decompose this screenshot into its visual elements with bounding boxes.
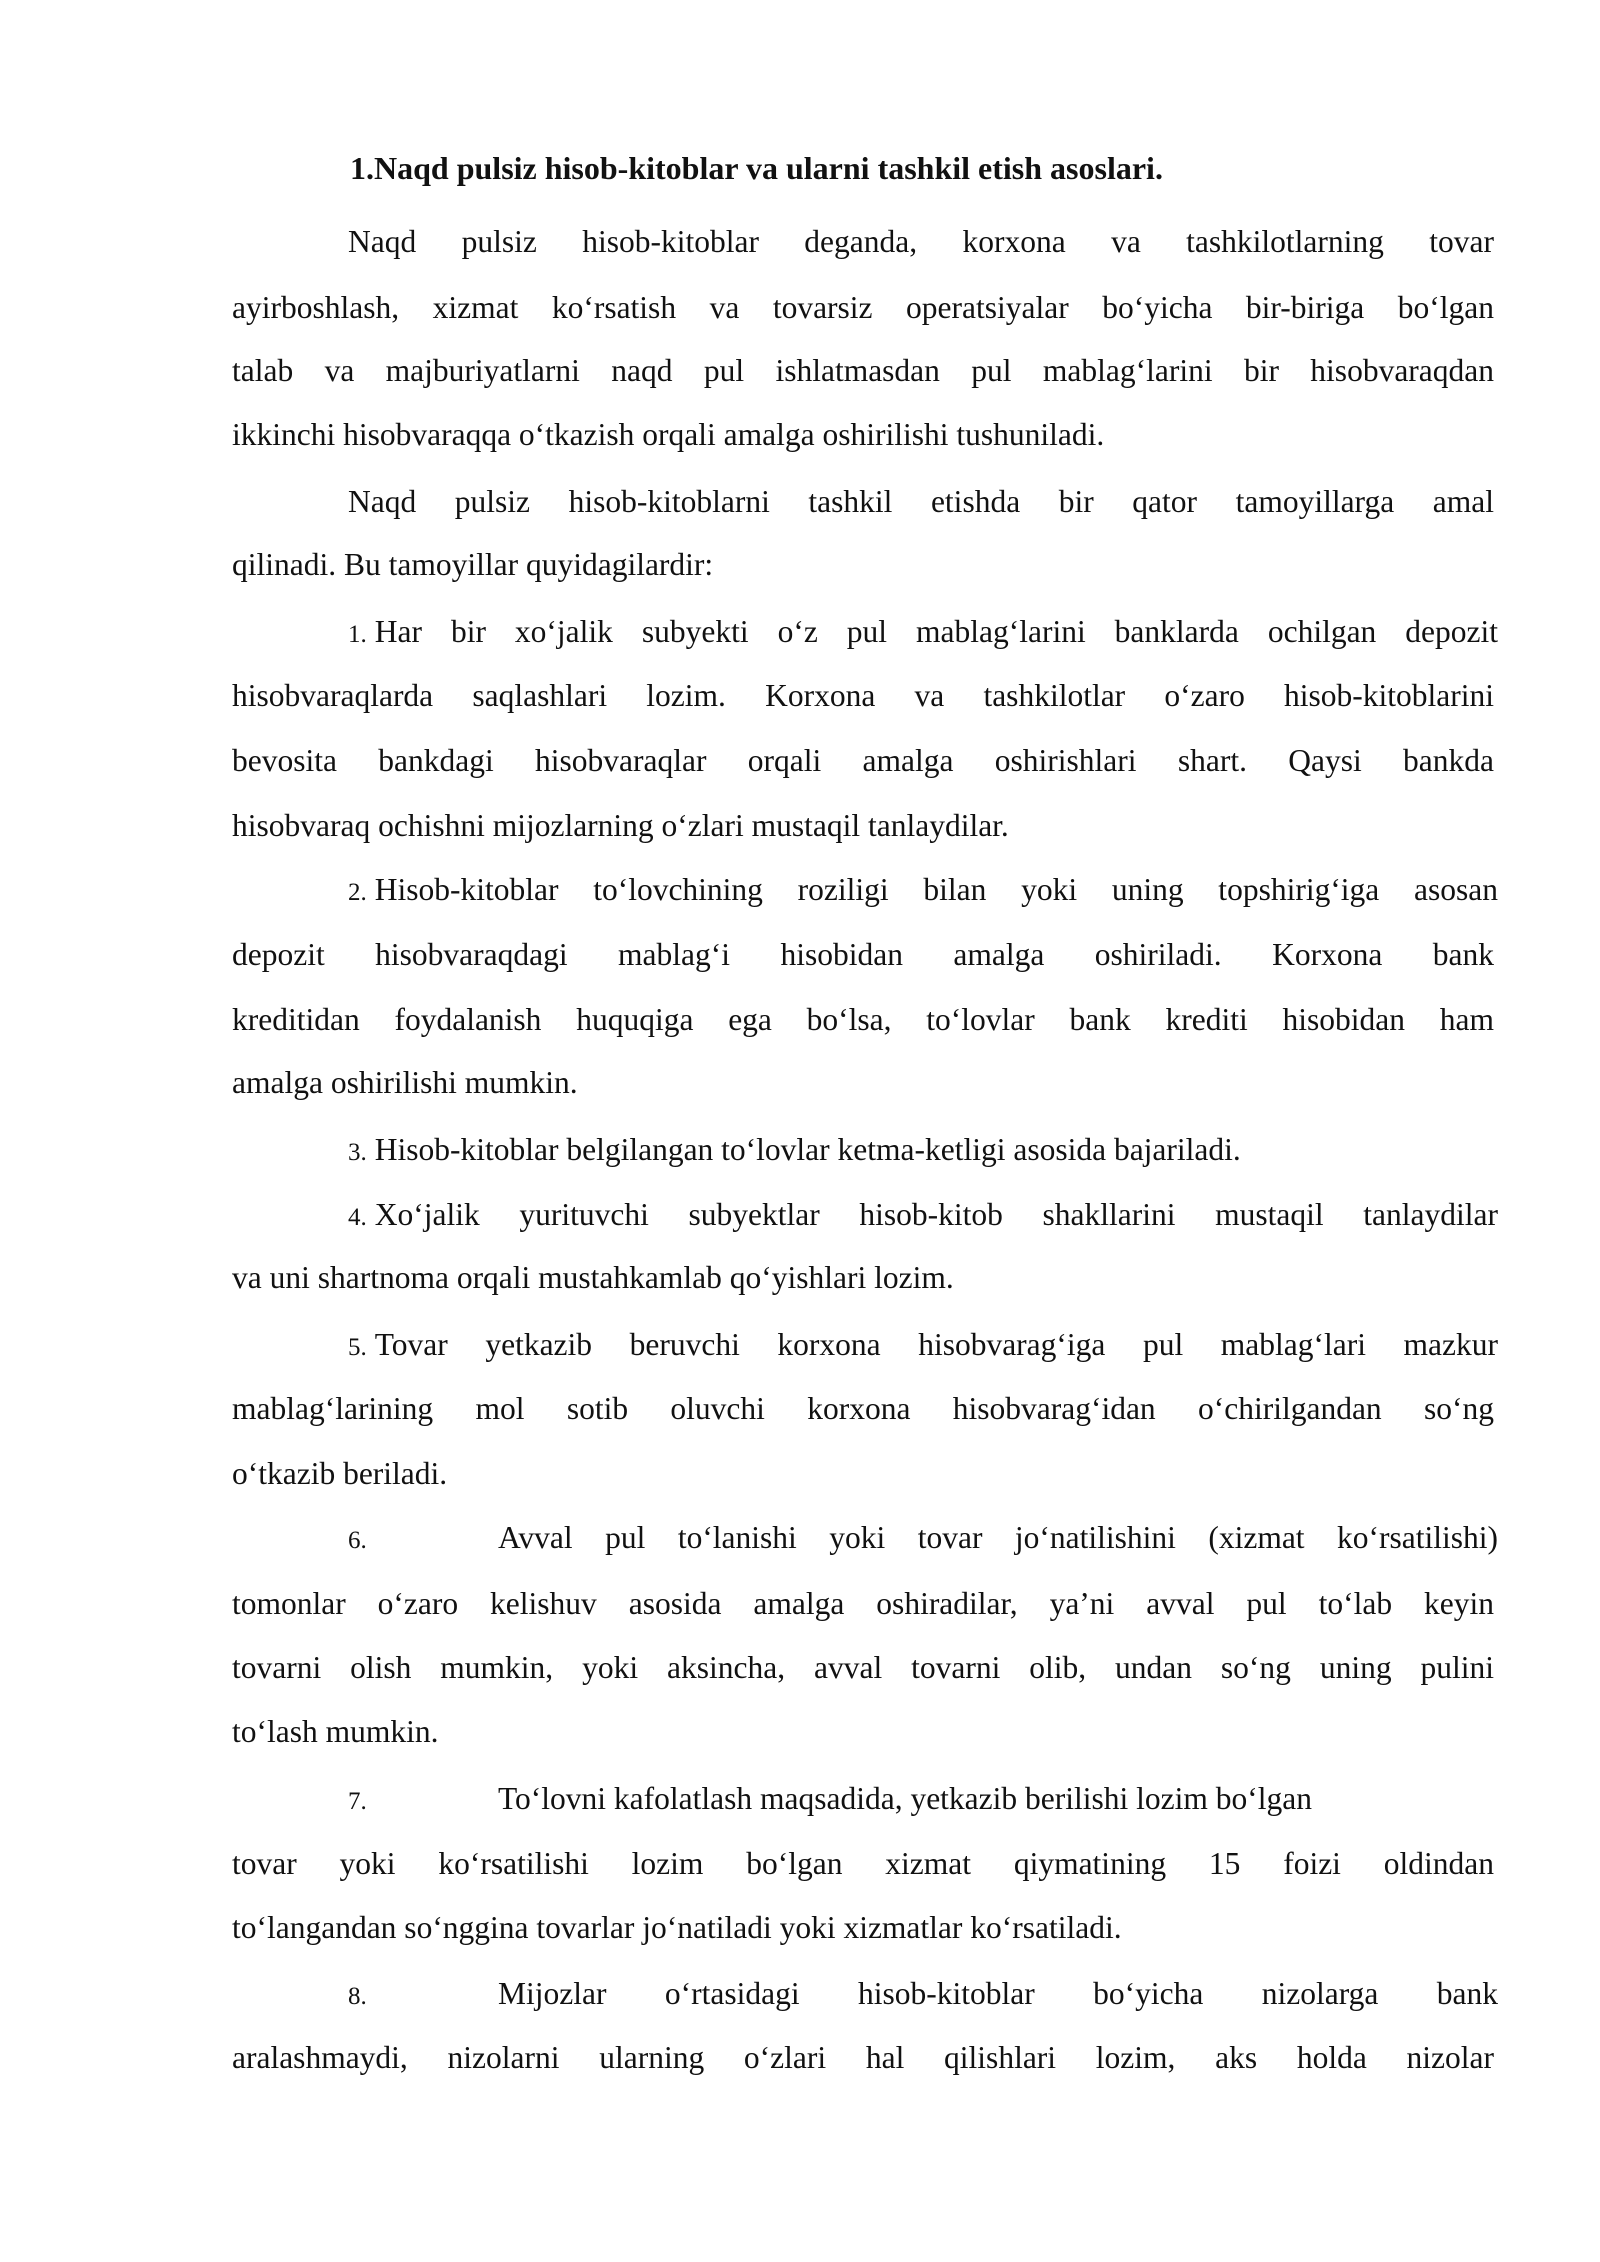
list-number: 6. (348, 1527, 367, 1554)
paragraph-line: ikkinchi hisobvaraqqa oʻtkazish orqali amalga oshirilishi tushuniladi. (232, 417, 1105, 452)
list-number: 4. (348, 1204, 367, 1231)
paragraph-line: amalga oshirilishi mumkin. (232, 1065, 578, 1100)
list-item-text: Hisob-kitoblar toʻlovchining roziligi bilan yoki uning topshirigʻiga asosan (374, 872, 1498, 907)
list-item-line (348, 1130, 1241, 1173)
list-item-line (348, 870, 1498, 913)
paragraph-line: tomonlar oʻzaro kelishuv asosida amalga oshiradilar, yaʼni avval pul toʻlab keyin (232, 1586, 1494, 1621)
list-number: 8. (348, 1983, 367, 2010)
list-number: 2. (348, 879, 367, 906)
paragraph-line: depozit hisobvaraqdagi mablagʻi hisobidan amalga oshiriladi. Korxona bank (232, 937, 1494, 972)
paragraph-line: oʻtkazib beriladi. (232, 1456, 448, 1491)
list-item-text: Mijozlar oʻrtasidagi hisob-kitoblar boʻyicha nizolarga bank (498, 1976, 1498, 2011)
list-item-text: Har bir xoʻjalik subyekti oʻz pul mablagʻlarini banklarda ochilgan depozit (374, 614, 1498, 649)
list-item-line (348, 612, 1498, 655)
list-number: 3. (348, 1139, 367, 1166)
paragraph-line: mablagʻlarining mol sotib oluvchi korxona hisobvaragʻidan oʻchirilgandan soʻng (232, 1391, 1494, 1426)
list-item-line (348, 1195, 1498, 1238)
list-item-text: Avval pul toʻlanishi yoki tovar joʻnatilishini (xizmat koʻrsatilishi) (498, 1520, 1498, 1555)
list-item-text: Hisob-kitoblar belgilangan toʻlovlar ketma-ketligi asosida bajariladi. (374, 1132, 1241, 1167)
paragraph-line: hisobvaraq ochishni mijozlarning oʻzlari mustaqil tanlaydilar. (232, 808, 1009, 843)
list-item-text: Toʻlovni kafolatlash maqsadida, yetkazib berilishi lozim boʻlgan (498, 1781, 1312, 1816)
paragraph-line: aralashmaydi, nizolarni ularning oʻzlari hal qilishlari lozim, aks holda nizolar (232, 2040, 1494, 2075)
paragraph-line: ayirboshlash, xizmat koʻrsatish va tovarsiz operatsiyalar boʻyicha bir-biriga boʻlgan (232, 290, 1494, 325)
list-number: 1. (348, 621, 367, 648)
list-number: 5. (348, 1334, 367, 1361)
paragraph-line: tovarni olish mumkin, yoki aksincha, avval tovarni olib, undan soʻng uning pulini (232, 1650, 1494, 1685)
paragraph-line: talab va majburiyatlarni naqd pul ishlatmasdan pul mablagʻlarini bir hisobvaraqdan (232, 353, 1494, 388)
paragraph-line: va uni shartnoma orqali mustahkamlab qoʻyishlari lozim. (232, 1260, 954, 1295)
list-item-line (348, 1779, 1312, 1822)
list-item-text: Tovar yetkazib beruvchi korxona hisobvaragʻiga pul mablagʻlari mazkur (374, 1327, 1498, 1362)
list-item-line (348, 1974, 1498, 2017)
list-item-line (348, 1518, 1498, 1561)
paragraph-line: hisobvaraqlarda saqlashlari lozim. Korxona va tashkilotlar oʻzaro hisob-kitoblarini (232, 678, 1494, 713)
paragraph-line: Naqd pulsiz hisob-kitoblarni tashkil etishda bir qator tamoyillarga amal (348, 484, 1494, 519)
list-item-text: Xoʻjalik yurituvchi subyektlar hisob-kitob shakllarini mustaqil tanlaydilar (374, 1197, 1498, 1232)
list-number: 7. (348, 1788, 367, 1815)
paragraph-line: Naqd pulsiz hisob-kitoblar deganda, korxona va tashkilotlarning tovar (348, 224, 1494, 259)
paragraph-line: kreditidan foydalanish huquqiga ega boʻlsa, toʻlovlar bank krediti hisobidan ham (232, 1002, 1494, 1037)
paragraph-line: tovar yoki koʻrsatilishi lozim boʻlgan xizmat qiymatining 15 foizi oldindan (232, 1846, 1494, 1881)
paragraph-line: bevosita bankdagi hisobvaraqlar orqali amalga oshirishlari shart. Qaysi bankda (232, 743, 1494, 778)
paragraph-line: toʻlash mumkin. (232, 1714, 439, 1749)
paragraph-line: qilinadi. Bu tamoyillar quyidagilardir: (232, 547, 714, 582)
list-item-line (348, 1325, 1498, 1368)
section-heading: 1.Naqd pulsiz hisob-kitoblar va ularni tashkil etish asoslari. (350, 150, 1163, 186)
paragraph-line: toʻlangandan soʻnggina tovarlar joʻnatiladi yoki xizmatlar koʻrsatiladi. (232, 1910, 1122, 1945)
